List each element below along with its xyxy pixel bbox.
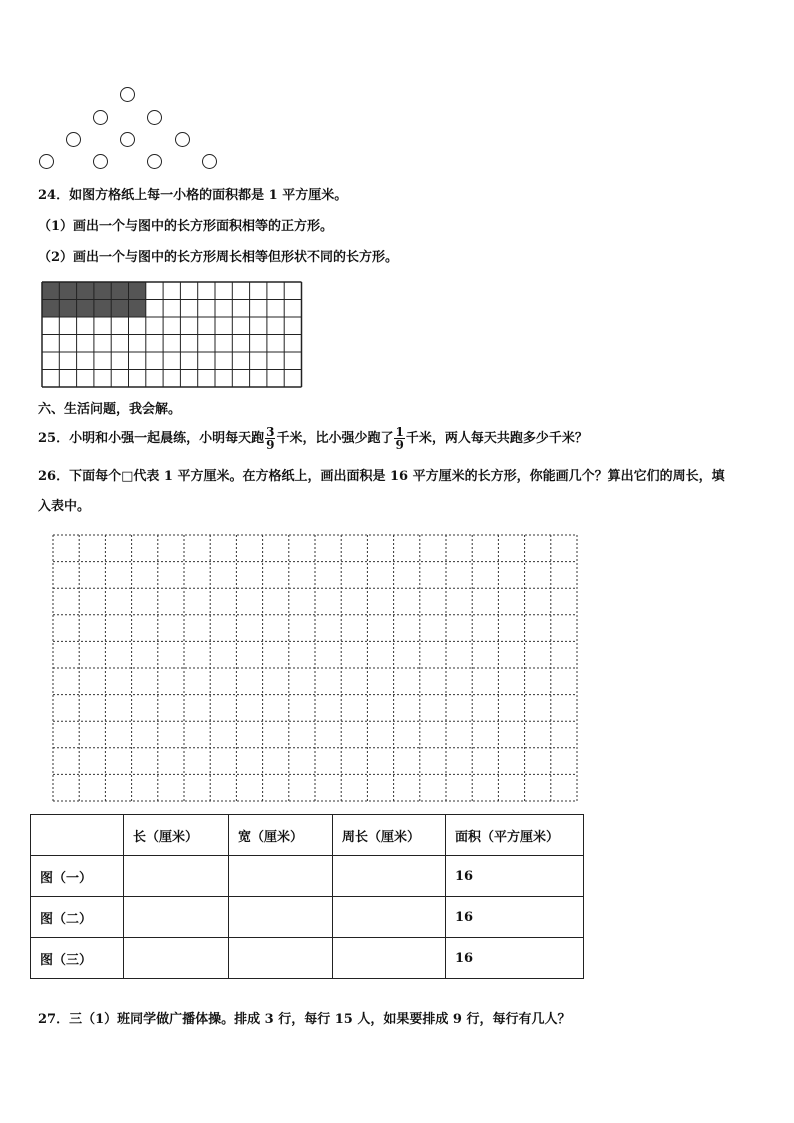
table-header-cell [31, 815, 124, 856]
fraction-denominator: 9 [266, 438, 275, 452]
table-header-cell: 周长（厘米） [333, 815, 446, 856]
table-cell: 16 [446, 856, 584, 897]
fraction-numerator: 1 [395, 425, 404, 439]
circle [202, 154, 217, 169]
table-row [31, 897, 584, 938]
table-cell[interactable] [124, 897, 229, 938]
shaded-cell [42, 282, 59, 300]
table-cell[interactable] [124, 938, 229, 979]
table-cell: 16 [446, 897, 584, 938]
q25-part2: 千米，比小强少跑了 [276, 431, 394, 446]
fraction-3-9 [265, 426, 275, 451]
table-cell[interactable] [229, 897, 333, 938]
table-cell[interactable] [124, 856, 229, 897]
circle [120, 87, 135, 102]
fraction-numerator: 3 [266, 425, 275, 439]
circle [66, 132, 81, 147]
q26-line2: 入表中。 [38, 499, 91, 514]
q24-grid [40, 280, 304, 390]
table-cell: 16 [446, 938, 584, 979]
circle [93, 154, 108, 169]
circle-triangle [0, 0, 260, 180]
table-header-cell: 面积（平方厘米） [446, 815, 584, 856]
table-cell[interactable] [333, 897, 446, 938]
table-header-row [31, 815, 584, 856]
section-title: 六、生活问题，我会解。 [38, 402, 182, 417]
table-row [31, 856, 584, 897]
shaded-cell [129, 282, 146, 300]
table-cell[interactable] [333, 856, 446, 897]
shaded-cell [77, 300, 94, 318]
q24-title: 24．如图方格纸上每一小格的面积都是 1 平方厘米。 [38, 188, 348, 203]
circle [120, 132, 135, 147]
q24-sub2: （2）画出一个与图中的长方形周长相等但形状不同的长方形。 [38, 250, 399, 265]
fraction-1-9 [394, 426, 404, 451]
circle [93, 110, 108, 125]
circle [39, 154, 54, 169]
table-row [31, 938, 584, 979]
row-label: 图（一） [31, 856, 124, 897]
circle [147, 154, 162, 169]
table-header-cell: 长（厘米） [124, 815, 229, 856]
shaded-cell [94, 282, 111, 300]
shaded-cell [59, 282, 76, 300]
table-cell[interactable] [333, 938, 446, 979]
table-header-cell: 宽（厘米） [229, 815, 333, 856]
table-cell[interactable] [229, 856, 333, 897]
row-label: 图（三） [31, 938, 124, 979]
q26-grid [52, 534, 580, 804]
circle [147, 110, 162, 125]
row-label: 图（二） [31, 897, 124, 938]
q26-table [30, 814, 584, 979]
table-cell[interactable] [229, 938, 333, 979]
q24-sub1: （1）画出一个与图中的长方形面积相等的正方形。 [38, 219, 334, 234]
circle [175, 132, 190, 147]
shaded-cell [129, 300, 146, 318]
shaded-cell [77, 282, 94, 300]
fraction-denominator: 9 [395, 438, 404, 452]
shaded-cell [42, 300, 59, 318]
q27-text: 27．三（1）班同学做广播体操。排成 3 行，每行 15 人，如果要排成 9 行，每行有几人？ [38, 1012, 571, 1027]
shaded-cell [111, 282, 128, 300]
shaded-cell [111, 300, 128, 318]
q25-part3: 千米，两人每天共跑多少千米？ [405, 431, 588, 446]
shaded-cell [94, 300, 111, 318]
q25-part1: 25．小明和小强一起晨练，小明每天跑 [38, 431, 265, 446]
q25-text [38, 426, 588, 452]
shaded-cell [59, 300, 76, 318]
q26-line1: 26．下面每个□代表 1 平方厘米。在方格纸上，画出面积是 16 平方厘米的长方形，你能画几个？算出它们的周长，填 [38, 469, 725, 484]
